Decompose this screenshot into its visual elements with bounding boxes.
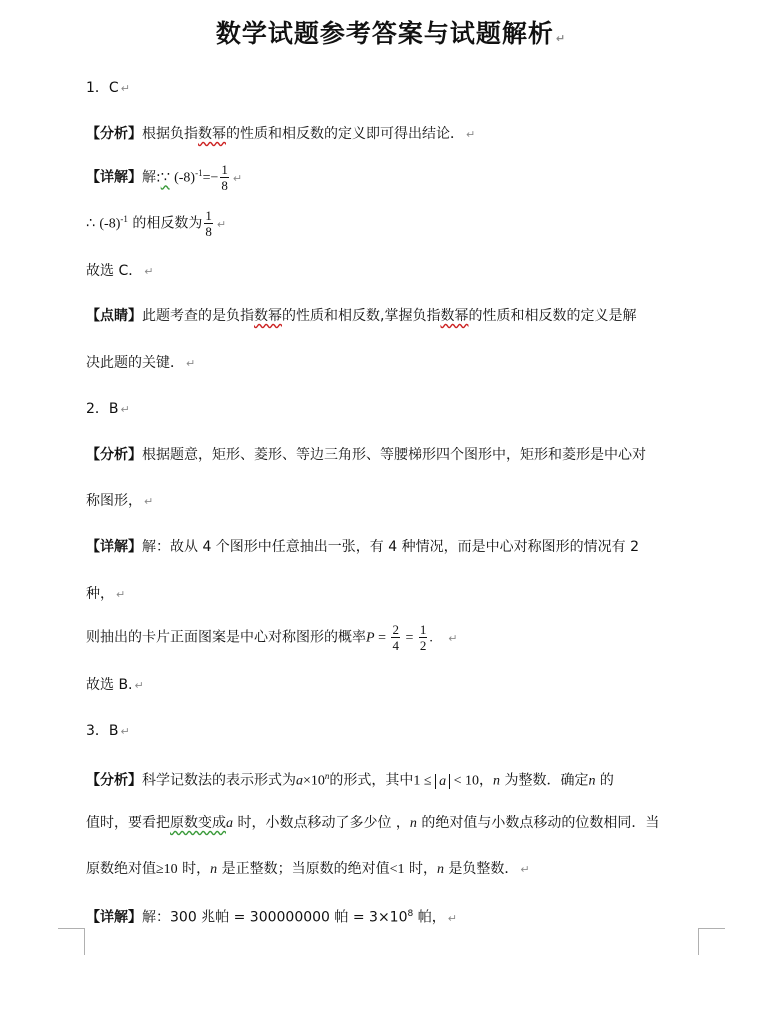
paragraph-mark-icon: ↵ bbox=[134, 679, 144, 692]
q2-detail-2: 种， ↵ bbox=[86, 586, 126, 602]
q2-choose: 故选 B. ↵ bbox=[86, 677, 144, 693]
paragraph-mark-icon: ↵ bbox=[144, 495, 154, 508]
q2-detail: 【详解】解：故从 4 个图形中任意抽出一张，有 4 种情况，而是中心对称图形的情况有 2 bbox=[86, 539, 639, 555]
q3-analysis-3: 原数绝对值≥10 时，n 是正整数；当原数的绝对值<1 时，n 是负整数． ↵ bbox=[86, 861, 530, 877]
q2-analysis-2: 称图形， ↵ bbox=[86, 493, 154, 509]
q1-choose: 故选 C． ↵ bbox=[86, 263, 154, 279]
fraction-1-8: $\frac{1}{8}$ bbox=[221, 162, 228, 193]
paragraph-mark-icon: ↵ bbox=[144, 265, 154, 278]
q2-probability: 则抽出的卡片正面图案是中心对称图形的概率P = $\frac{2}{4}$ = $\frac{1}{2}$ . ↵ bbox=[86, 622, 458, 653]
q1-detail-2: ∴ $(-8)^{-1}$ 的相反数为 $\frac{1}{8}$ ↵ bbox=[86, 208, 227, 239]
absolute-value: a bbox=[435, 774, 450, 789]
paragraph-mark-icon: ↵ bbox=[120, 725, 130, 738]
paragraph-mark-icon: ↵ bbox=[520, 863, 530, 876]
q3-answer: 3．B ↵ bbox=[86, 723, 130, 739]
title-text: 数学试题参考答案与试题解析 bbox=[215, 19, 554, 48]
q2-analysis: 【分析】根据题意，矩形、菱形、等边三角形、等腰梯形四个图形中，矩形和菱形是中心对 bbox=[86, 447, 646, 463]
paragraph-mark-icon: ↵ bbox=[120, 403, 130, 416]
paragraph-mark-icon: ↵ bbox=[216, 217, 227, 231]
q3-analysis: 【分析】科学记数法的表示形式为$a\times 10^n$的形式，其中1 ≤ a < 10，n 为整数．确定n 的 bbox=[86, 771, 614, 789]
q3-detail: 【详解】解：300 兆帕 = 300000000 帕 = $3\times 10^8$ 帕， ↵ bbox=[86, 909, 457, 926]
paragraph-mark-icon: ↵ bbox=[555, 32, 567, 45]
q3-analysis-2: 值时，要看把原数变成a 时，小数点移动了多少位 ，n 的绝对值与小数点移动的位数相同．当 bbox=[86, 815, 660, 831]
q1-detail: 【详解】解:∵ $(-8)^{-1}=-$ $\frac{1}{8}$ ↵ bbox=[86, 162, 243, 193]
crop-mark-right bbox=[698, 928, 725, 955]
paragraph-mark-icon: ↵ bbox=[116, 588, 126, 601]
crop-mark-left bbox=[58, 928, 85, 955]
q2-answer: 2．B ↵ bbox=[86, 401, 130, 417]
q1-comment: 【点睛】此题考查的是负指数幂的性质和相反数,掌握负指数幂的性质和相反数的定义是解 bbox=[86, 308, 637, 324]
paragraph-mark-icon: ↵ bbox=[447, 911, 457, 925]
q1-comment-2: 决此题的关键． ↵ bbox=[86, 355, 196, 371]
paragraph-mark-icon: ↵ bbox=[120, 82, 130, 95]
fraction-2-4: $\frac{2}{4}$ bbox=[392, 622, 399, 653]
paragraph-mark-icon: ↵ bbox=[232, 171, 243, 185]
fraction-1-2: $\frac{1}{2}$ bbox=[419, 622, 427, 653]
paragraph-mark-icon: ↵ bbox=[466, 128, 476, 141]
q1-answer: 1．C ↵ bbox=[86, 80, 130, 96]
paragraph-mark-icon: ↵ bbox=[186, 357, 196, 370]
fraction-1-8-b: $\frac{1}{8}$ bbox=[205, 208, 212, 239]
page-title bbox=[0, 14, 782, 50]
q1-analysis: 【分析】根据负指数幂的性质和相反数的定义即可得出结论． ↵ bbox=[86, 126, 476, 142]
paragraph-mark-icon: ↵ bbox=[448, 631, 458, 645]
